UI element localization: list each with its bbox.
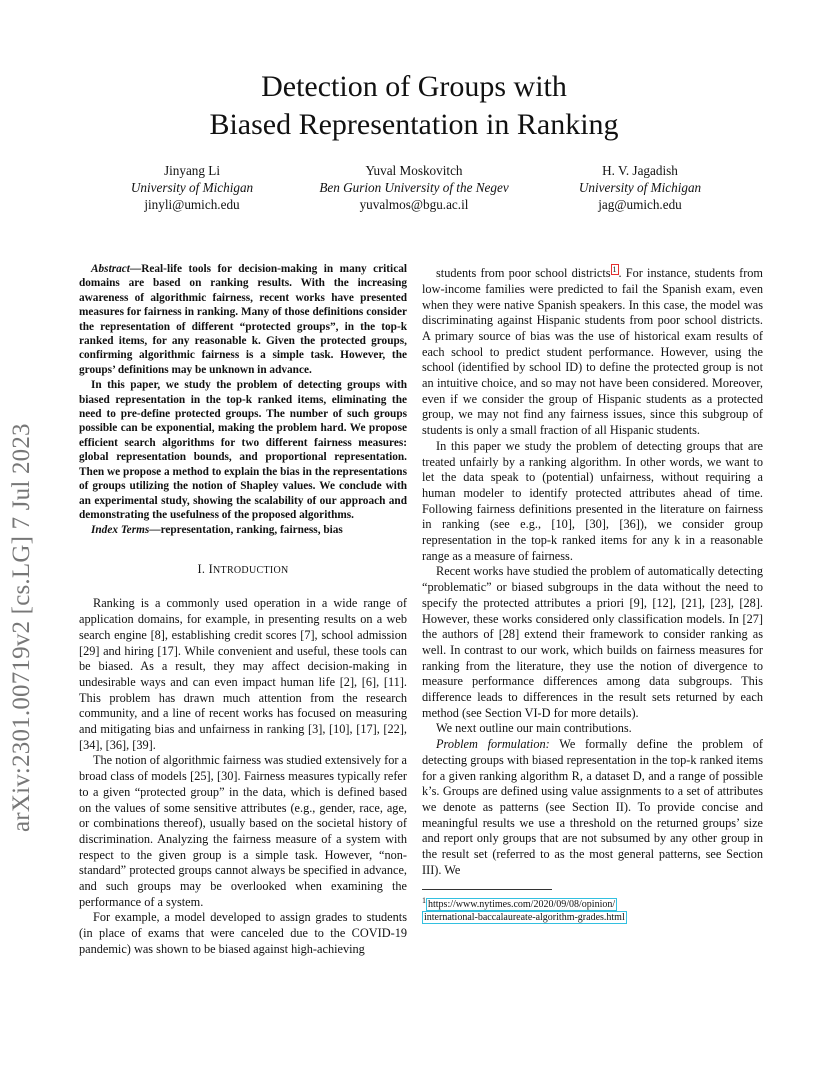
footnote-url-line-2[interactable]: international-baccalaureate-algorithm-grades.html	[424, 911, 625, 923]
author-affiliation: University of Michigan	[578, 180, 702, 195]
footnote	[422, 894, 763, 924]
author-affiliation: Ben Gurion University of the Negev	[319, 180, 509, 195]
index-terms-label: Index Terms	[91, 524, 150, 537]
author-name: Jinyang Li	[163, 163, 221, 178]
author-name: H. V. Jagadish	[602, 163, 678, 178]
section-heading-introduction: I. INTRODUCTION	[197, 561, 289, 576]
intro-paragraph-3: For example, a model developed to assign grades to students (in place of exams that were canceled due to the COVID-19 pandemic) was shown to be biased against high-achieving	[79, 910, 407, 956]
abstract-text-1: —Real-life tools for decision-making in many critical domains are based on ranking results. With the increasing awareness of algorithmic fairness, recent works have presented measures for fairness in ranking. Many of those definitions consider the representation of different “protected groups”, in the top-k ranked items, for any reasonable k. Given the protected groups, confirming algorithmic fairness is a simple task. However, the groups’ definitions may be unknown in advance.	[79, 263, 407, 376]
author-affiliation: University of Michigan	[130, 180, 254, 195]
arxiv-stamp: arXiv:2301.00719v2 [cs.LG] 7 Jul 2023	[8, 423, 35, 832]
author-email: yuvalmos@bgu.ac.il	[359, 197, 469, 212]
abstract-paragraph-2: In this paper, we study the problem of detecting groups with biased representation in the top-k ranked items, eliminating the need to pre-define protected groups. The number of such groups possible can be exponential, making the problem hard. We propose efficient search algorithms for two different fairness measures: global representation bounds, and proportional representation. Then we propose a method to explain the bias in the representations of groups utilizing the notion of Shapley values. We conclude with an experimental study, showing the scalability of our approach and demonstrating the usefulness of the proposed algorithms.	[79, 379, 407, 521]
footnote-url-line-1[interactable]: https://www.nytimes.com/2020/09/08/opinion/	[428, 898, 616, 910]
author-block	[72, 162, 312, 213]
right-paragraph-5: Problem formulation: We formally define the problem of detecting groups with biased representation in the top-k ranked items for a given ranking algorithm R, a dataset D, and a range of possible k’s. Groups are defined using value assignments to a set of attributes we denote as patterns (see Section II). To provide concise and meaningful results we use a threshold on the returned groups’ size and report only groups that are not subsumed by any other group in the result set (referred to as the most general patterns, see Section III). We	[422, 737, 763, 877]
author-block	[294, 162, 534, 213]
author-email: jag@umich.edu	[598, 197, 682, 212]
left-column	[79, 262, 407, 958]
abstract-paragraph-1	[79, 262, 407, 377]
author-email: jinyli@umich.edu	[144, 197, 240, 212]
title-line-1: Detection of Groups with	[261, 70, 567, 103]
author-block	[520, 162, 760, 213]
right-column	[422, 262, 763, 924]
problem-formulation-label: Problem formulation:	[436, 737, 550, 752]
intro-paragraph-2: The notion of algorithmic fairness was studied extensively for a broad class of models [25], [30]. Fairness measures typically refer to a given “protected group” in the data, which is defined based on the values of some sensitive attributes (e.g., gender, race, age, or combinations thereof), usually based on the societal history of discrimination. Analyzing the fairness measure of a system with respect to the given group is a simple task. However, “non-standard” protected groups cannot always be specified in advance, and such groups may be overlooked when examining the performance of a system.	[79, 753, 407, 909]
footnote-link[interactable]: 1	[612, 265, 617, 274]
index-terms-text: —representation, ranking, fairness, bias	[149, 524, 343, 537]
index-terms	[79, 523, 407, 537]
footnote-divider	[422, 889, 552, 890]
right-paragraph-4: We next outline our main contributions.	[436, 721, 632, 736]
right-paragraph-1: students from poor school districts $^1$ . For instance, students from low-income families were predicted to fail the Spanish exam, even when they were native Spanish speakers. In this case, the model was discriminating against Hispanic students from poor school districts. A primary source of bias was the use of historical exam results of each school to predict student performance. However, using the school (identified by school ID) to define the protected group is not an intuitive choice, and so may not have been considered. Moreover, even if we consider the group of Hispanic students as a protected group, we may not find any fairness issues, since this subgroup of students is only a small fraction of all Hispanic students.	[422, 265, 763, 438]
footnote-mark: 1	[422, 895, 426, 905]
author-name: Yuval Moskovitch	[365, 163, 463, 178]
abstract-label: Abstract	[91, 263, 130, 275]
right-paragraph-2: In this paper we study the problem of detecting groups that are treated unfairly by a ranking algorithm. In other words, we want to let the data speak to (potential) unfairness, without requiring a human modeler to identify protected attributes ahead of time. Following fairness definitions presented in the literature on fairness in ranking (see e.g., [10], [30], [36]), we consider group representation in the top-k ranked items for any k in a reasonable range as a measure of fairness.	[422, 438, 763, 563]
right-paragraph-3: Recent works have studied the problem of automatically detecting “problematic” or biased subgroups in the data without the need to specify the protected attributes a priori [9], [12], [21], [23], [28]. However, these works considered only classification models. In [27] the authors of [28] extend their framework to consider ranking as well. In contrast to our work, which builds on fairness measures for ranking from the literature, they use the notion of divergence to measure performance differences among data subgroups. This difference leads to differences in the result sets returned by each method (see Section VI-D for more details).	[422, 564, 763, 720]
paper-title	[0, 68, 828, 144]
intro-paragraph-1: Ranking is a commonly used operation in a wide range of application domains, for example, in presenting results on a web search engine [8], establishing credit scores [7], school admission [29] and hiring [17]. While convenient and useful, these tools can be biased. As a result, they may affect decision-making in undesirable ways and can even impact human life [2], [6], [11]. This problem has drawn much attention from the research community, and a line of recent works has focused on measuring and mitigating bias and unfairness in ranking [3], [10], [17], [22], [34], [36], [39].	[79, 596, 407, 752]
title-line-2: Biased Representation in Ranking	[209, 108, 619, 141]
